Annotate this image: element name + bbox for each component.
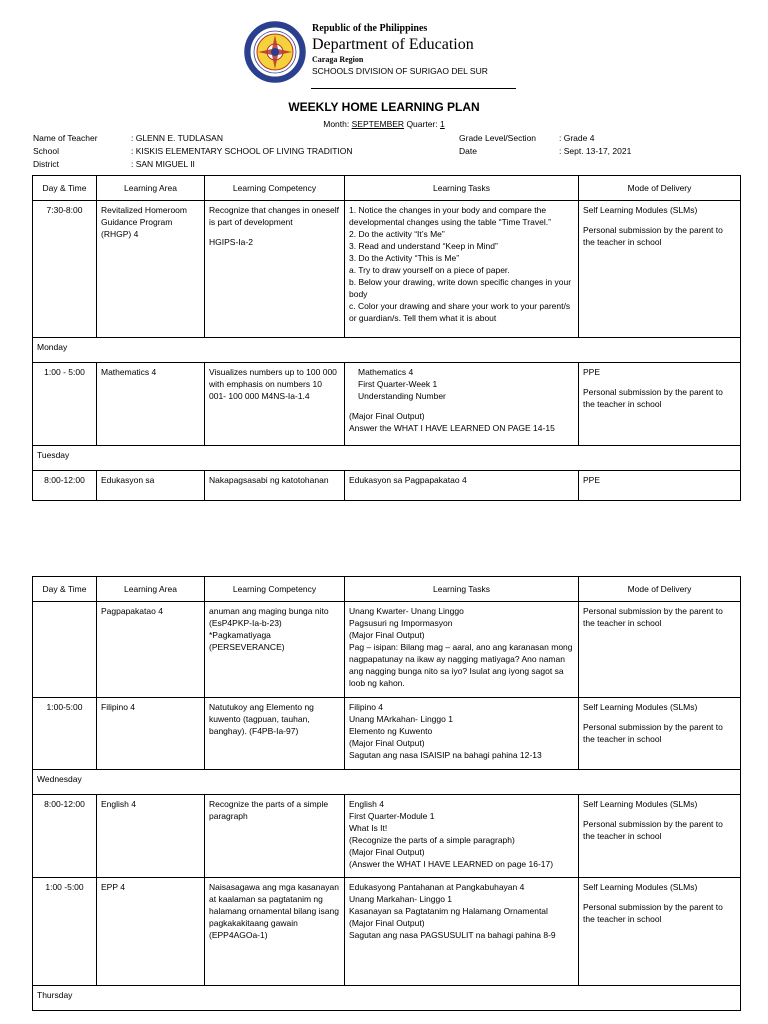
mode-cell [579, 698, 741, 770]
day-row [33, 338, 741, 363]
day-row [33, 770, 741, 795]
letterhead [0, 0, 768, 95]
division-line: SCHOOLS DIVISION OF SURIGAO DEL SUR [312, 66, 488, 76]
col-learning-tasks: Learning Tasks [345, 577, 579, 602]
day-label-thursday: Thursday [33, 986, 741, 1011]
competency-cell: Natutukoy ang Elemento ng kuwento (tagpuan, tauhan, banghay). (F4PB-Ia-97) [205, 698, 345, 770]
date-label: Date [459, 146, 477, 156]
district-value: : SAN MIGUEL II [131, 159, 195, 169]
mode-cell [579, 201, 741, 338]
tasks-cell: 1. Notice the changes in your body and compare the developmental changes using the table “Time Travel.” 2. Do the activity “It’s Me” 3. Read and understand “Keep in Mind” 3. Do the Activity “This is Me” a. Try to draw yourself on a piece of paper. b. Below your drawing, write down specific changes in your body c. Color your drawing and share your work to your parent/s or guardian/s. Tell them what it is about [345, 201, 579, 338]
tasks-cell [345, 363, 579, 446]
month-label: Month: [323, 119, 350, 129]
tasks-cell: English 4 First Quarter-Module 1 What Is It! (Recognize the parts of a simple paragraph) (Major Final Output) (Answer the WHAT I HAVE LEARNED on page 16-17) [345, 795, 579, 878]
month-quarter-line [0, 119, 768, 129]
area-cell: Filipino 4 [97, 698, 205, 770]
mode-secondary: Personal submission by the parent to the teacher in school [583, 722, 723, 744]
time-cell: 1:00 - 5:00 [33, 363, 97, 446]
competency-cell [205, 201, 345, 338]
mode-secondary: Personal submission by the parent to the teacher in school [583, 225, 723, 247]
competency-cell: Nakapagsasabi ng katotohanan [205, 471, 345, 501]
mode-cell: Personal submission by the parent to the teacher in school [579, 602, 741, 698]
tasks-heading: Mathematics 4 First Quarter-Week 1 Understanding Number [358, 367, 446, 401]
republic-line: Republic of the Philippines [312, 23, 428, 34]
mode-secondary: Personal submission by the parent to the teacher in school [583, 387, 723, 409]
time-cell [33, 602, 97, 698]
plan-table-page2 [32, 576, 741, 1011]
col-learning-competency: Learning Competency [205, 176, 345, 201]
time-cell: 7:30-8:00 [33, 201, 97, 338]
area-cell: Pagpapakatao 4 [97, 602, 205, 698]
competency-cell: Visualizes numbers up to 100 000 with emphasis on numbers 10 001- 100 000 M4NS-Ia-1.4 [205, 363, 345, 446]
day-label-monday: Monday [33, 338, 741, 363]
table-row [33, 795, 741, 878]
competency-cell: Recognize the parts of a simple paragraph [205, 795, 345, 878]
time-cell: 1:00-5:00 [33, 698, 97, 770]
time-cell: 8:00-12:00 [33, 471, 97, 501]
region-line: Caraga Region [312, 55, 364, 64]
table-row [33, 201, 741, 338]
area-cell: Revitalized Homeroom Guidance Program (RHGP) 4 [97, 201, 205, 338]
table-row [33, 471, 741, 501]
day-row [33, 446, 741, 471]
col-learning-area: Learning Area [97, 176, 205, 201]
meta-values-right [559, 132, 631, 158]
teacher-label: Name of Teacher [33, 133, 98, 143]
mode-cell [579, 795, 741, 878]
teacher-value: : GLENN E. TUDLASAN [131, 133, 223, 143]
month-value: SEPTEMBER [351, 119, 405, 129]
time-cell: 8:00-12:00 [33, 795, 97, 878]
page-title: WEEKLY HOME LEARNING PLAN [288, 100, 480, 114]
mode-primary: PPE [583, 367, 601, 377]
mode-primary: Self Learning Modules (SLMs) [583, 205, 698, 215]
department-line: Department of Education [312, 36, 474, 53]
competency-code: HGIPS-Ia-2 [209, 237, 253, 247]
quarter-value: 1 [440, 119, 445, 129]
mode-primary: Self Learning Modules (SLMs) [583, 702, 698, 712]
tasks-cell: Filipino 4 Unang MArkahan- Linggo 1 Elemento ng Kuwento (Major Final Output) Sagutan ang nasa ISAISIP na bahagi pahina 12-13 [345, 698, 579, 770]
deped-seal-icon [244, 21, 306, 83]
table-row [33, 602, 741, 698]
table-row [33, 878, 741, 986]
district-label: District [33, 159, 59, 169]
grade-value: : Grade 4 [559, 133, 595, 143]
tasks-cell: Edukasyon sa Pagpapakatao 4 [345, 471, 579, 501]
col-mode-of-delivery: Mode of Delivery [579, 176, 741, 201]
area-cell: Edukasyon sa [97, 471, 205, 501]
tasks-cell: Unang Kwarter- Unang Linggo Pagsusuri ng Impormasyon (Major Final Output) Pag – isipan: Bilang mag – aaral, ano ang karanasan mong nagpapatunay na ikaw ay nagging matiyaga? Ano naman ang nagging bunga nito sa iyo? Isulat ang iyong sagot sa loob ng kahon. [345, 602, 579, 698]
competency-text: Recognize that changes in oneself is part of development [209, 205, 339, 227]
mode-cell [579, 878, 741, 986]
table-row [33, 698, 741, 770]
tasks-cell: Edukasyong Pantahanan at Pangkabuhayan 4 Unang Markahan- Linggo 1 Kasanayan sa Pagtatanim ng Halamang Ornamental (Major Final Output) Sagutan ang nasa PAGSUSULIT na bahagi pahina 8-9 [345, 878, 579, 986]
meta-values-left [131, 132, 353, 171]
table-header-row [33, 176, 741, 201]
competency-cell: Naisasagawa ang mga kasanayan at kaalaman sa pagtatanim ng halamang ornamental bilang isang pagkakakitaang gawain (EPP4AGOa-1) [205, 878, 345, 986]
mode-cell: PPE [579, 471, 741, 501]
meta-labels-right [459, 132, 536, 158]
col-mode-of-delivery: Mode of Delivery [579, 577, 741, 602]
area-cell: English 4 [97, 795, 205, 878]
col-learning-area: Learning Area [97, 577, 205, 602]
day-label-tuesday: Tuesday [33, 446, 741, 471]
mode-primary: Self Learning Modules (SLMs) [583, 799, 698, 809]
table-row [33, 363, 741, 446]
day-row [33, 986, 741, 1011]
time-cell: 1:00 -5:00 [33, 878, 97, 986]
school-label: School [33, 146, 59, 156]
mode-secondary: Personal submission by the parent to the teacher in school [583, 902, 723, 924]
mode-primary: Self Learning Modules (SLMs) [583, 882, 698, 892]
col-day-time: Day & Time [33, 176, 97, 201]
school-value: : KISKIS ELEMENTARY SCHOOL OF LIVING TRADITION [131, 146, 353, 156]
mode-secondary: Personal submission by the parent to the teacher in school [583, 819, 723, 841]
competency-cell: anuman ang maging bunga nito (EsP4PKP-Ia-b-23) *Pagkamatiyaga (PERSEVERANCE) [205, 602, 345, 698]
grade-label: Grade Level/Section [459, 133, 537, 143]
col-day-time: Day & Time [33, 577, 97, 602]
header-rule [311, 88, 516, 89]
col-learning-competency: Learning Competency [205, 577, 345, 602]
mode-cell [579, 363, 741, 446]
meta-labels-left [33, 132, 98, 171]
tasks-output: (Major Final Output) Answer the WHAT I HAVE LEARNED ON PAGE 14-15 [349, 411, 555, 433]
area-cell: Mathematics 4 [97, 363, 205, 446]
date-value: : Sept. 13-17, 2021 [559, 146, 632, 156]
day-label-wednesday: Wednesday [33, 770, 741, 795]
quarter-label: Quarter: [406, 119, 438, 129]
plan-table-page1 [32, 175, 741, 501]
col-learning-tasks: Learning Tasks [345, 176, 579, 201]
area-cell: EPP 4 [97, 878, 205, 986]
table-header-row [33, 577, 741, 602]
